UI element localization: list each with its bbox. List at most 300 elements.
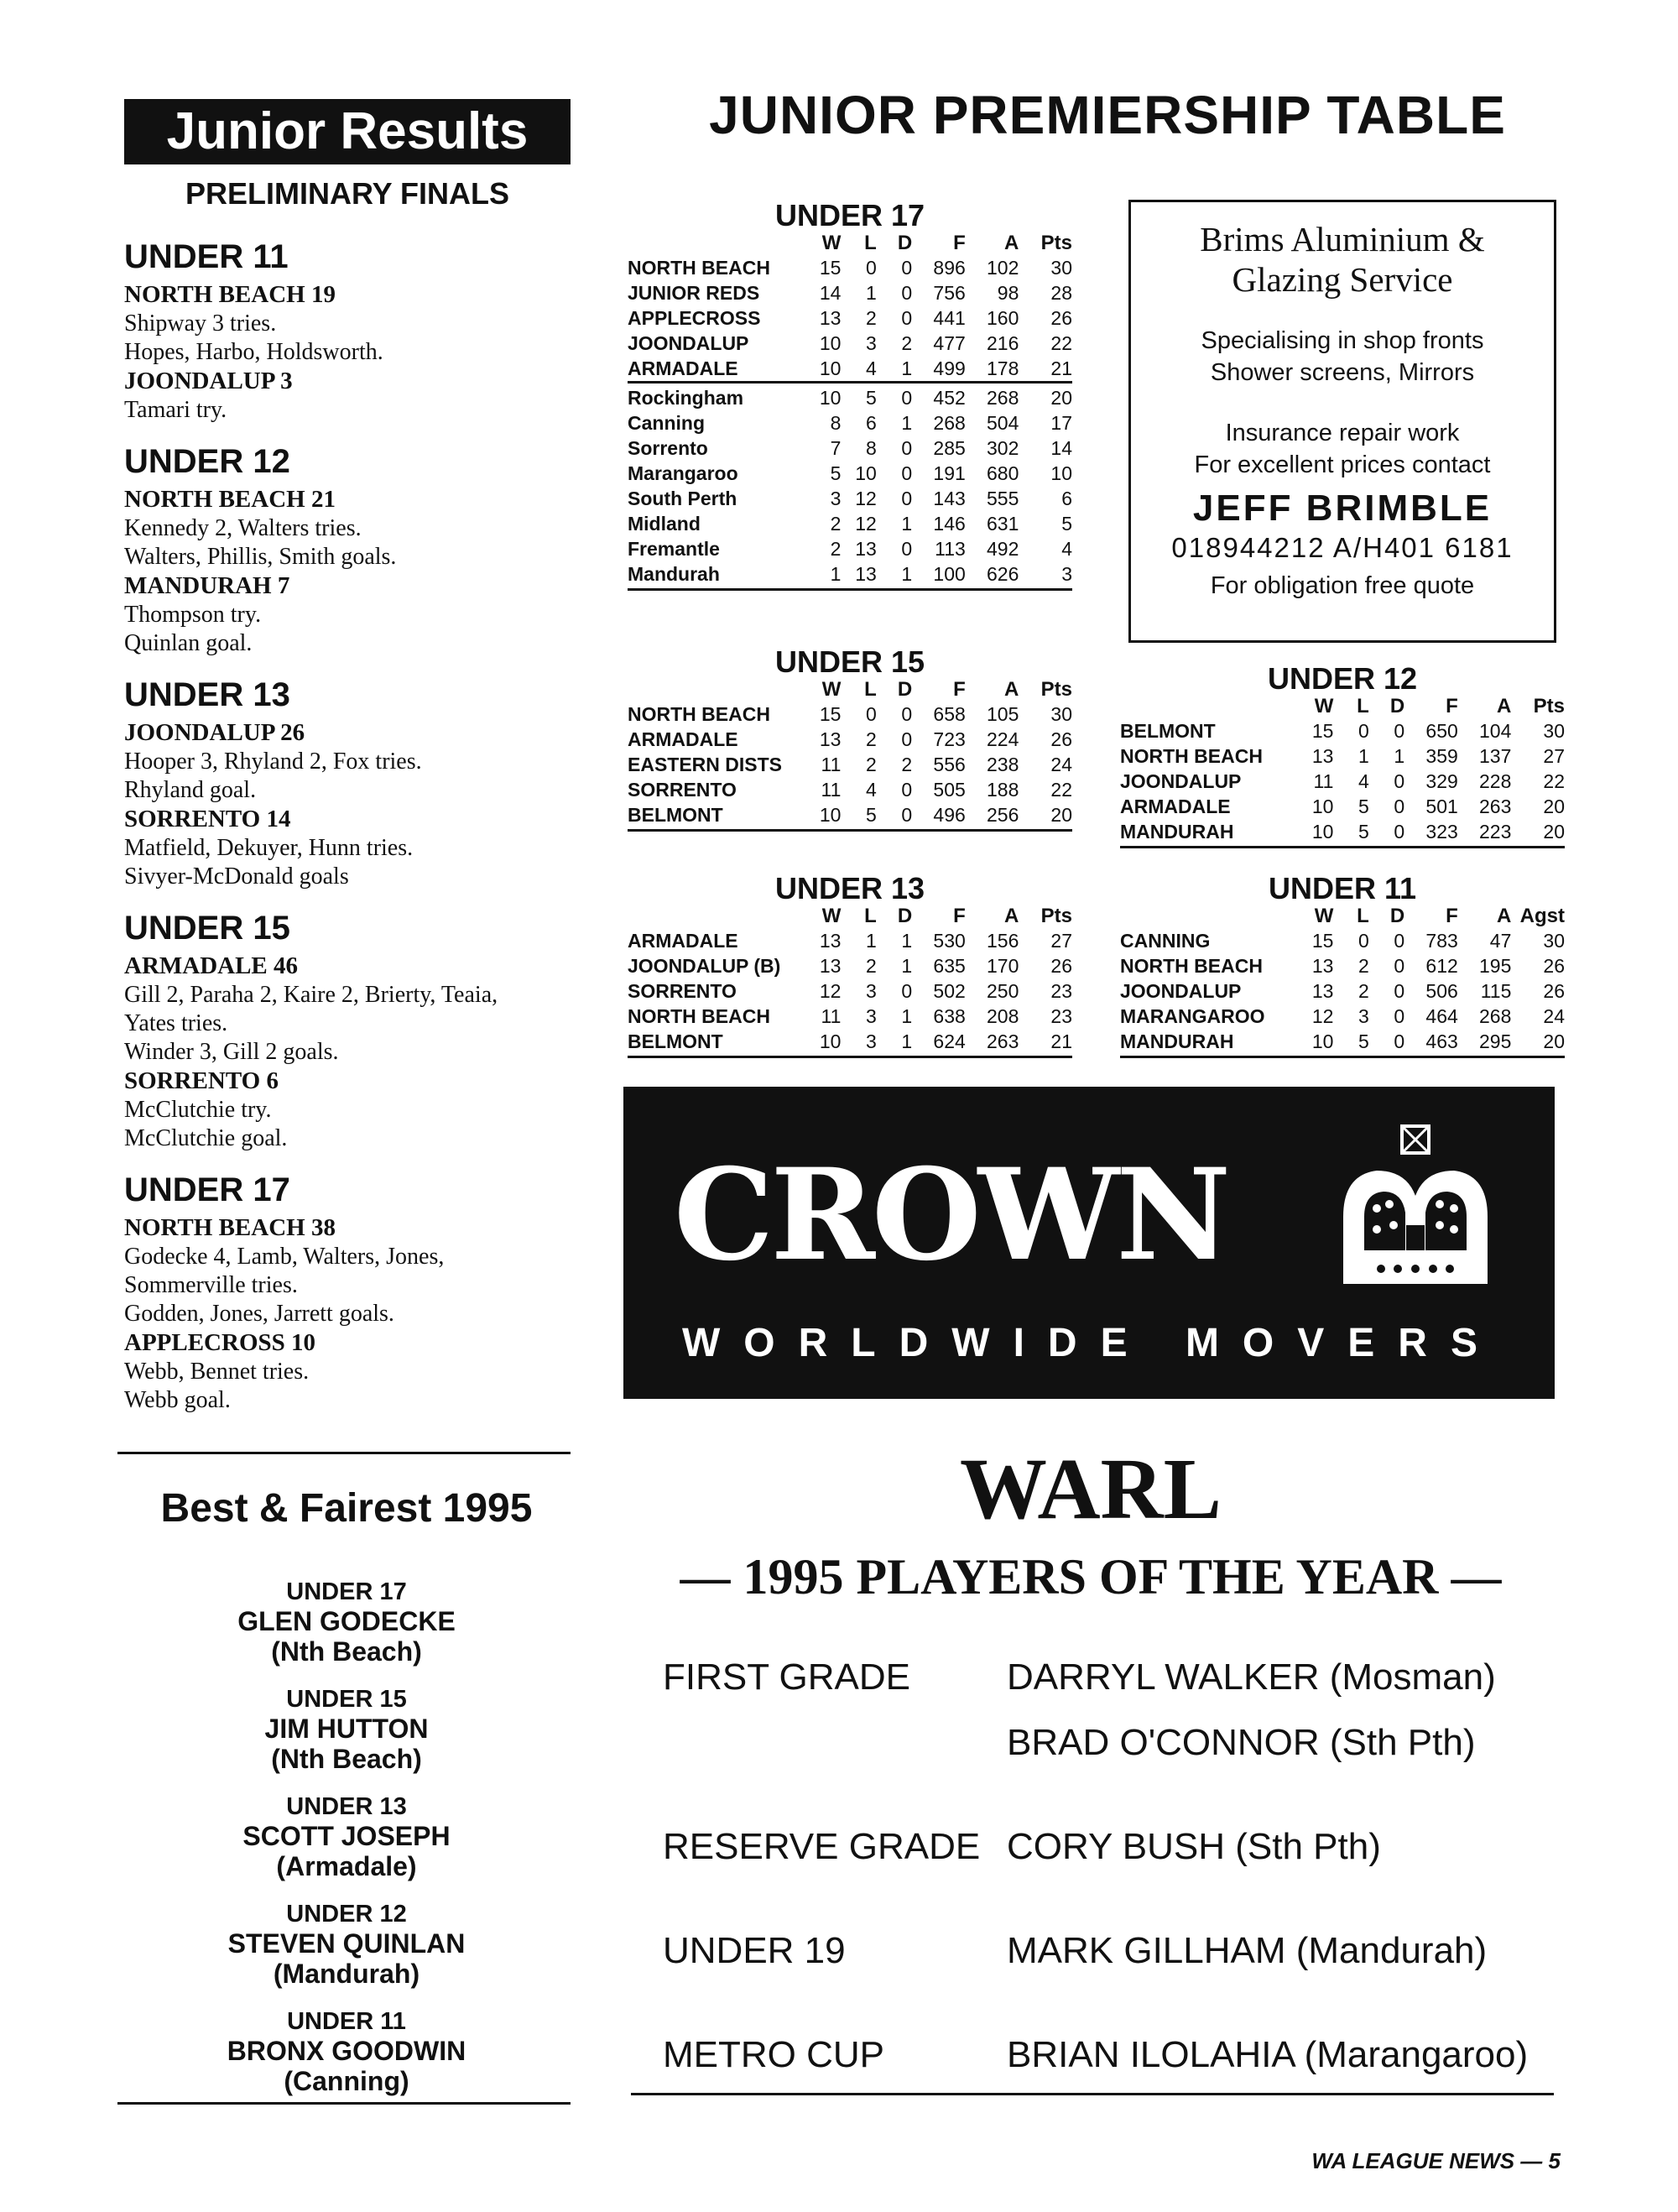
ladder-row xyxy=(628,511,1072,536)
ladder-value: 10 xyxy=(1311,821,1334,843)
divider xyxy=(117,2102,571,2105)
result-detail: Gill 2, Paraha 2, Kaire 2, Brierty, Teaia, xyxy=(124,982,498,1008)
ladder-team: NORTH BEACH xyxy=(628,1005,770,1027)
crown-tagline: WORLDWIDE MOVERS xyxy=(682,1321,1501,1365)
ladder-header: Pts xyxy=(1040,232,1072,254)
ladder-header: F xyxy=(953,905,966,927)
ladder-header: F xyxy=(953,232,966,254)
bf-division: UNDER 13 xyxy=(286,1793,407,1820)
ladder-header: W xyxy=(1314,695,1334,717)
ladder-bottom-rule xyxy=(628,588,1072,591)
result-division: UNDER 13 xyxy=(124,676,290,713)
ladder-value: 1 xyxy=(1394,745,1405,767)
award-player: MARK GILLHAM (Mandurah) xyxy=(1007,1930,1488,1971)
ladder-value: 238 xyxy=(987,754,1019,775)
ladder-value: 3 xyxy=(866,1005,877,1027)
ladder-value: 1 xyxy=(901,1030,913,1052)
ladder-value: 477 xyxy=(933,332,966,354)
ladder-value: 1 xyxy=(866,282,877,304)
ladder-row xyxy=(628,536,1072,561)
ladder-value: 612 xyxy=(1425,955,1458,977)
bf-division: UNDER 15 xyxy=(286,1686,407,1713)
brims-title-2: Glazing Service xyxy=(1232,260,1453,299)
ladder-value: 1 xyxy=(830,563,842,585)
ladder-value: 302 xyxy=(987,437,1019,459)
ladder-value: 10 xyxy=(819,804,842,826)
ladder-value: 12 xyxy=(819,980,842,1002)
ladder-under-11 xyxy=(1120,873,1565,1058)
award-grade: METRO CUP xyxy=(663,2034,884,2075)
ladder-table xyxy=(1120,695,1565,844)
ladder-value: 30 xyxy=(1050,257,1072,279)
ladder-value: 505 xyxy=(933,779,966,801)
ladder-value: 10 xyxy=(1050,462,1072,484)
award-row xyxy=(663,1814,1552,1880)
ladder-value: 178 xyxy=(987,357,1019,379)
ladder-team: JOONDALUP (B) xyxy=(628,955,781,977)
ladder-value: 10 xyxy=(855,462,877,484)
ladder-team: MANDURAH xyxy=(1120,1030,1234,1052)
ladder-value: 98 xyxy=(997,282,1019,304)
ladder-row xyxy=(1120,928,1565,953)
ladder-row xyxy=(628,928,1072,953)
ladder-value: 3 xyxy=(830,488,842,509)
ladder-value: 13 xyxy=(819,728,842,750)
ladder-row xyxy=(628,727,1072,752)
ladder-value: 4 xyxy=(1061,538,1072,560)
ladder-row xyxy=(628,953,1072,978)
ladder-value: 1 xyxy=(901,955,913,977)
ladder-header: F xyxy=(1446,905,1458,927)
bf-division: UNDER 11 xyxy=(287,2008,406,2035)
ladder-value: 20 xyxy=(1543,821,1565,843)
ladder-value: 0 xyxy=(1358,930,1369,952)
crown-movers-advert xyxy=(623,1087,1555,1399)
ladder-value: 3 xyxy=(1061,563,1072,585)
ladder-header: A xyxy=(1004,905,1019,927)
ladder-value: 5 xyxy=(1061,513,1072,535)
bf-division: UNDER 12 xyxy=(286,1901,407,1928)
ladder-value: 626 xyxy=(987,563,1019,585)
ladder-value: 113 xyxy=(935,538,966,560)
ladder-team: Mandurah xyxy=(628,563,720,585)
ladder-team: ARMADALE xyxy=(1120,796,1231,817)
ladder-header: D xyxy=(897,905,913,927)
award-names xyxy=(1007,1814,1552,1880)
ladder-value: 5 xyxy=(1358,821,1369,843)
ladder-value: 20 xyxy=(1019,383,1072,411)
ladder-value: 268 xyxy=(966,383,1019,411)
ladder-row xyxy=(1120,743,1565,769)
ladder-value: 783 xyxy=(1425,930,1458,952)
ladder-row xyxy=(628,410,1072,436)
result-team-score: NORTH BEACH 21 xyxy=(124,486,336,513)
award-grade: FIRST GRADE xyxy=(663,1656,911,1698)
result-team-score: JOONDALUP 3 xyxy=(124,368,293,394)
ladder-title: UNDER 15 xyxy=(774,644,925,679)
ladder-value: 10 xyxy=(1311,1030,1334,1052)
result-group xyxy=(124,237,569,425)
ladder-value: 556 xyxy=(933,754,966,775)
result-detail: Hopes, Harbo, Holdsworth. xyxy=(124,339,383,365)
best-fairest-item xyxy=(124,1685,569,1774)
crown-wordmark: CROWN xyxy=(674,1141,1228,1289)
ladder-value: 30 xyxy=(1543,720,1565,742)
result-detail: Shipway 3 tries. xyxy=(124,310,277,336)
ladder-value: 723 xyxy=(933,728,966,750)
ladder-value: 24 xyxy=(1050,754,1072,775)
ladder-value: 10 xyxy=(819,1030,842,1052)
ladder-value: 22 xyxy=(1050,779,1072,801)
ladder-row xyxy=(628,802,1072,827)
brims-text-1: Specialising in shop fronts xyxy=(1201,327,1484,354)
ladder-value: 24 xyxy=(1543,1005,1565,1027)
ladder-value: 555 xyxy=(987,488,1019,509)
ladder-value: 228 xyxy=(1479,770,1512,792)
ladder-header: L xyxy=(864,905,877,927)
ladder-value: 631 xyxy=(987,513,1019,535)
ladder-team: CANNING xyxy=(1120,930,1211,952)
warl-heading: WARL xyxy=(959,1441,1222,1537)
ladder-team: BELMONT xyxy=(628,1030,723,1052)
award-grade: RESERVE GRADE xyxy=(663,1826,981,1867)
ladder-value: 13 xyxy=(1311,745,1334,767)
award-row xyxy=(663,1918,1552,1984)
ladder-value: 115 xyxy=(1480,980,1512,1002)
ladder-value: 0 xyxy=(877,383,912,411)
best-fairest-heading: Best & Fairest 1995 xyxy=(160,1486,533,1531)
ladder-value: 0 xyxy=(1394,1030,1405,1052)
ladder-bottom-rule xyxy=(628,829,1072,832)
ladder-value: 0 xyxy=(1394,821,1405,843)
ladder-value: 14 xyxy=(1050,437,1072,459)
ladder-value: 464 xyxy=(1425,1005,1458,1027)
ladder-header: D xyxy=(897,232,913,254)
ladder-row xyxy=(628,702,1072,727)
ladder-header: L xyxy=(864,678,877,701)
ladder-row xyxy=(1120,953,1565,978)
ladder-value: 20 xyxy=(1543,1030,1565,1052)
ladder-value: 26 xyxy=(1543,955,1565,977)
ladder-value: 15 xyxy=(819,703,842,725)
ladder-value: 12 xyxy=(1311,1005,1334,1027)
brims-title-1: Brims Aluminium & xyxy=(1200,220,1485,258)
ladder-value: 6 xyxy=(1061,488,1072,509)
ladder-value: 146 xyxy=(933,513,966,535)
premiership-table-title: JUNIOR PREMIERSHIP TABLE xyxy=(709,85,1506,145)
ladder-header-team xyxy=(628,678,805,702)
ladder-value: 0 xyxy=(1358,720,1369,742)
ladder-team: ARMADALE xyxy=(628,930,738,952)
ladder-row xyxy=(628,331,1072,356)
ladder-value: 21 xyxy=(1050,1030,1072,1052)
award-player: BRIAN ILOLAHIA (Marangaroo) xyxy=(1007,2034,1529,2075)
ladder-value: 0 xyxy=(1394,720,1405,742)
award-names xyxy=(1007,2022,1552,2088)
ladder-team: Fremantle xyxy=(628,538,720,560)
ladder-header: W xyxy=(821,905,842,927)
ladder-value: 21 xyxy=(1050,357,1072,379)
ladder-value: 0 xyxy=(901,980,913,1002)
ladder-value: 7 xyxy=(830,437,842,459)
ladder-value: 501 xyxy=(1425,796,1458,817)
ladder-value: 11 xyxy=(821,779,842,801)
ladder-value: 13 xyxy=(1311,980,1334,1002)
ladder-value: 104 xyxy=(1479,720,1512,742)
ladder-row xyxy=(628,561,1072,587)
ladder-value: 23 xyxy=(1050,1005,1072,1027)
ladder-header: F xyxy=(953,678,966,701)
brims-text-2: Shower screens, Mirrors xyxy=(1210,359,1475,386)
result-team-score: NORTH BEACH 38 xyxy=(124,1214,336,1241)
ladder-team: NORTH BEACH xyxy=(1120,955,1263,977)
ladder-team: MANDURAH xyxy=(1120,821,1234,843)
ladder-value: 13 xyxy=(1311,955,1334,977)
brims-text-4: For excellent prices contact xyxy=(1194,451,1491,478)
ladder-value: 3 xyxy=(866,980,877,1002)
ladder-value: 0 xyxy=(901,462,913,484)
ladder-value: 10 xyxy=(805,383,841,411)
ladder-header: D xyxy=(1389,695,1405,717)
ladder-value: 5 xyxy=(1358,1030,1369,1052)
ladder-value: 441 xyxy=(933,307,966,329)
divider xyxy=(117,1452,571,1454)
ladder-value: 0 xyxy=(1394,980,1405,1002)
ladder-value: 27 xyxy=(1050,930,1072,952)
result-team-score: JOONDALUP 26 xyxy=(124,719,305,746)
ladder-header: L xyxy=(1357,695,1369,717)
ladder-value: 102 xyxy=(987,257,1019,279)
ladder-value: 13 xyxy=(819,930,842,952)
ladder-value: 208 xyxy=(987,1005,1019,1027)
ladder-value: 224 xyxy=(987,728,1019,750)
ladder-row xyxy=(1120,978,1565,1004)
ladder-value: 1 xyxy=(901,412,913,434)
ladder-value: 0 xyxy=(1394,770,1405,792)
ladder-value: 0 xyxy=(901,804,913,826)
ladder-team: Marangaroo xyxy=(628,462,738,484)
result-detail: Sivyer-McDonald goals xyxy=(124,863,349,889)
ladder-value: 4 xyxy=(866,357,877,379)
ladder-team: ARMADALE xyxy=(628,728,738,750)
page-footer: WA LEAGUE NEWS — 5 xyxy=(1311,2148,1561,2173)
ladder-value: 285 xyxy=(933,437,966,459)
ladder-team: Rockingham xyxy=(628,383,805,411)
result-team-score: SORRENTO 6 xyxy=(124,1067,279,1094)
ladder-row xyxy=(628,280,1072,305)
ladder-team: Canning xyxy=(628,412,705,434)
ladder-team: SORRENTO xyxy=(628,980,737,1002)
ladder-value: 5 xyxy=(841,383,876,411)
brims-text-3: Insurance repair work xyxy=(1225,420,1460,446)
ladder-header: L xyxy=(1357,905,1369,927)
ladder-value: 3 xyxy=(866,332,877,354)
result-team-score: SORRENTO 14 xyxy=(124,806,291,832)
ladder-value: 256 xyxy=(987,804,1019,826)
result-group xyxy=(124,908,569,1153)
ladder-header: Pts xyxy=(1040,905,1072,927)
ladder-row xyxy=(628,255,1072,280)
ladder-team: APPLECROSS xyxy=(628,307,761,329)
ladder-value: 13 xyxy=(819,307,842,329)
ladder-value: 10 xyxy=(1311,796,1334,817)
ladder-row xyxy=(628,1004,1072,1029)
ladder-value: 3 xyxy=(866,1030,877,1052)
result-detail: McClutchie goal. xyxy=(124,1125,288,1151)
bf-club: (Armadale) xyxy=(276,1851,417,1881)
award-row xyxy=(663,2022,1552,2088)
players-of-year-heading: — 1995 PLAYERS OF THE YEAR — xyxy=(680,1549,1502,1604)
result-group xyxy=(124,675,569,891)
ladder-value: 4 xyxy=(1358,770,1369,792)
award-names xyxy=(1007,1645,1552,1776)
ladder-value: 15 xyxy=(819,257,842,279)
ladder-value: 191 xyxy=(933,462,966,484)
ladder-value: 2 xyxy=(1358,955,1369,977)
ladder-value: 27 xyxy=(1543,745,1565,767)
ladder-value: 896 xyxy=(933,257,966,279)
ladder-value: 160 xyxy=(987,307,1019,329)
ladder-value: 0 xyxy=(1394,955,1405,977)
ladder-value: 6 xyxy=(866,412,877,434)
ladder-value: 359 xyxy=(1425,745,1458,767)
awards-list xyxy=(663,1645,1552,2126)
ladder-value: 2 xyxy=(901,754,913,775)
ladder-header: W xyxy=(1314,905,1334,927)
ladder-value: 1 xyxy=(901,563,913,585)
bf-player-name: JIM HUTTON xyxy=(264,1714,429,1744)
ladder-row xyxy=(1120,1004,1565,1029)
ladder-header-team xyxy=(1120,905,1298,928)
award-row xyxy=(663,1645,1552,1776)
ladder-row xyxy=(628,436,1072,461)
ladder-value: 1 xyxy=(866,930,877,952)
result-detail: Godecke 4, Lamb, Walters, Jones, xyxy=(124,1244,445,1270)
ladder-team: JOONDALUP xyxy=(628,332,749,354)
bf-club: (Nth Beach) xyxy=(271,1636,422,1667)
ladder-header: D xyxy=(1389,905,1405,927)
ladder-value: 26 xyxy=(1050,728,1072,750)
award-player: DARRYL WALKER (Mosman) xyxy=(1007,1656,1496,1698)
ladder-value: 530 xyxy=(933,930,966,952)
ladder-value: 15 xyxy=(1311,930,1334,952)
ladder-value: 10 xyxy=(819,357,842,379)
ladder-table xyxy=(628,678,1072,827)
ladder-value: 12 xyxy=(855,513,877,535)
ladder-value: 2 xyxy=(830,513,842,535)
ladder-header: D xyxy=(897,678,913,701)
result-division: UNDER 11 xyxy=(124,238,289,275)
ladder-value: 295 xyxy=(1479,1030,1512,1052)
ladder-title: UNDER 17 xyxy=(774,198,925,232)
result-detail: Thompson try. xyxy=(124,602,262,628)
ladder-value: 506 xyxy=(1425,980,1458,1002)
result-detail: Hooper 3, Rhyland 2, Fox tries. xyxy=(124,749,422,775)
ladder-value: 30 xyxy=(1543,930,1565,952)
ladder-value: 0 xyxy=(866,257,877,279)
divider xyxy=(631,2093,1554,2095)
ladder-value: 22 xyxy=(1050,332,1072,354)
ladder-header: Agst xyxy=(1519,905,1565,927)
ladder-value: 499 xyxy=(933,357,966,379)
ladder-value: 156 xyxy=(987,930,1019,952)
ladder-value: 28 xyxy=(1050,282,1072,304)
ladder-value: 2 xyxy=(866,307,877,329)
result-division: UNDER 12 xyxy=(124,443,290,480)
result-team-score: NORTH BEACH 19 xyxy=(124,281,336,308)
ladder-value: 170 xyxy=(987,955,1019,977)
ladder-header: Pts xyxy=(1040,678,1072,701)
bf-club: (Canning) xyxy=(284,2066,409,2096)
result-detail: Matfield, Dekuyer, Hunn tries. xyxy=(124,835,414,861)
ladder-value: 463 xyxy=(1425,1030,1458,1052)
best-fairest-item xyxy=(124,1578,569,1667)
bf-division: UNDER 17 xyxy=(286,1578,407,1605)
ladder-value: 47 xyxy=(1489,930,1512,952)
brims-aluminium-advert xyxy=(1128,200,1556,643)
bf-player-name: BRONX GOODWIN xyxy=(227,2036,466,2066)
ladder-header-team xyxy=(628,232,805,255)
ladder-row xyxy=(628,978,1072,1004)
result-detail: Godden, Jones, Jarrett goals. xyxy=(124,1301,394,1327)
ladder-value: 635 xyxy=(933,955,966,977)
ladder-value: 13 xyxy=(855,563,877,585)
ladder-value: 263 xyxy=(987,1030,1019,1052)
result-detail: Sommerville tries. xyxy=(124,1272,298,1298)
ladder-value: 2 xyxy=(866,728,877,750)
result-detail: Rhyland goal. xyxy=(124,777,257,803)
award-player: BRAD O'CONNOR (Sth Pth) xyxy=(1007,1722,1476,1763)
brims-text-5: For obligation free quote xyxy=(1210,572,1475,599)
bf-club: (Nth Beach) xyxy=(271,1744,422,1774)
ladder-under-15 xyxy=(628,646,1072,832)
ladder-team: Sorrento xyxy=(628,437,708,459)
ladder-value: 137 xyxy=(1479,745,1512,767)
best-fairest-item xyxy=(124,1900,569,1989)
ladder-title: UNDER 13 xyxy=(774,871,925,905)
ladder-value: 26 xyxy=(1050,307,1072,329)
ladder-value: 22 xyxy=(1543,770,1565,792)
result-detail: Webb goal. xyxy=(124,1387,231,1413)
ladder-value: 3 xyxy=(1358,1005,1369,1027)
ladder-value: 5 xyxy=(1358,796,1369,817)
result-division: UNDER 15 xyxy=(124,910,290,947)
ladder-value: 195 xyxy=(1479,955,1512,977)
ladder-value: 5 xyxy=(866,804,877,826)
ladder-team: JOONDALUP xyxy=(1120,770,1242,792)
ladder-row xyxy=(1120,794,1565,819)
ladder-value: 15 xyxy=(1311,720,1334,742)
ladder-value: 658 xyxy=(933,703,966,725)
ladder-value: 0 xyxy=(901,437,913,459)
ladder-value: 0 xyxy=(901,307,913,329)
ladder-value: 188 xyxy=(987,779,1019,801)
ladder-value: 1 xyxy=(901,930,913,952)
ladder-value: 20 xyxy=(1543,796,1565,817)
result-detail: Winder 3, Gill 2 goals. xyxy=(124,1039,339,1065)
ladder-value: 1 xyxy=(901,357,913,379)
ladder-value: 250 xyxy=(987,980,1019,1002)
ladder-value: 2 xyxy=(830,538,842,560)
ladder-value: 143 xyxy=(933,488,966,509)
ladder-row xyxy=(628,752,1072,777)
ladder-team: ARMADALE xyxy=(628,357,738,379)
ladder-team: NORTH BEACH xyxy=(1120,745,1263,767)
ladder-value: 14 xyxy=(819,282,842,304)
ladder-header: A xyxy=(1497,695,1512,717)
result-group xyxy=(124,441,569,658)
bf-player-name: STEVEN QUINLAN xyxy=(227,1928,466,1959)
